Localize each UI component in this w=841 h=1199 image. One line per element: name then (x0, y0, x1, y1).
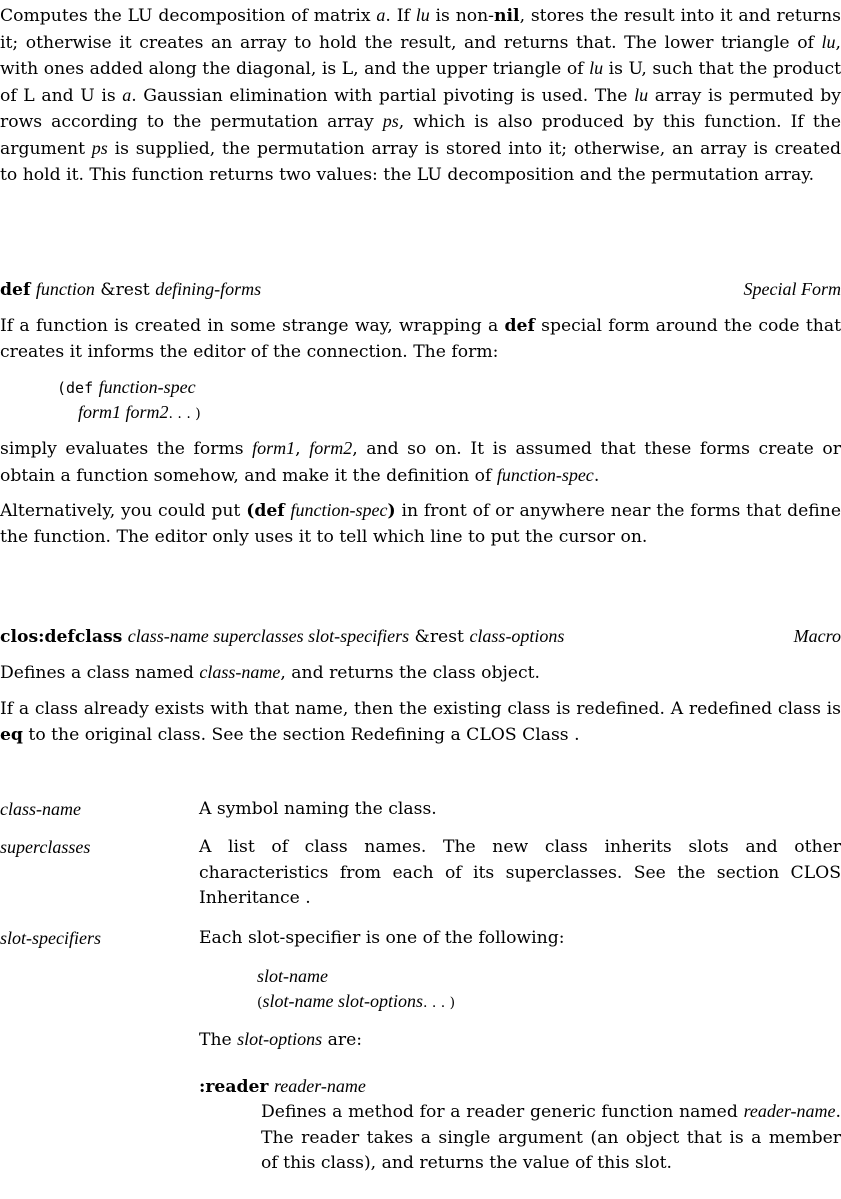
text-run: Computes the LU decomposition of matrix (0, 6, 377, 26)
text-run: is U, such that the product of L and U is (0, 59, 841, 106)
arg-name: defining-forms (155, 279, 262, 299)
code-token: . . . ) (422, 995, 456, 1011)
code-token: ( (257, 995, 263, 1011)
defclass-redefine-paragraph (0, 697, 841, 748)
arg-class-name: class-name (199, 662, 281, 682)
code-line-1 (57, 375, 196, 402)
text-run: . Gaussian elimination with partial pivoting is used. The (131, 85, 635, 106)
text-run: , and so on. It is assumed that these forms create or obtain a function somehow, and make it the definition of (0, 439, 841, 486)
text-run: Defines a class named (0, 663, 200, 683)
eq-keyword: eq (0, 724, 23, 745)
arg-name: function (35, 279, 95, 299)
text-run: If a function is created in some strange way, wrapping a (0, 316, 505, 336)
def-entry-header (0, 277, 841, 304)
text-run: Alternatively, you could put (0, 501, 247, 521)
slot-form-2 (257, 989, 455, 1017)
text-run: simply evaluates the forms (0, 439, 253, 459)
code-arg: function-spec (98, 377, 196, 397)
text-run: , stores the result into it and returns it; otherwise it creates an array to hold the result, and returns that. The lower triangle of (0, 6, 841, 53)
entry-kind: Macro (793, 626, 841, 646)
text-run: is non- (429, 6, 494, 26)
text-run: . If (385, 6, 416, 26)
nil-keyword: nil (494, 6, 520, 26)
text-run: are: (322, 1030, 363, 1050)
slot-form-1 (257, 964, 328, 991)
arg-desc-class-name: A symbol naming the class. (199, 799, 437, 819)
def-evaluates-paragraph (0, 436, 841, 489)
text-run: is supplied, the permutation array is stored into it; otherwise, an array is created to hold it. This function returns two values: the LU decomposition and the permutation array. (0, 138, 841, 185)
reader-option-description (261, 1099, 841, 1177)
arg-term-class-name: class-name (0, 799, 81, 819)
defclass-summary-paragraph (0, 660, 841, 687)
text-run: , (295, 439, 310, 459)
code-token: (def (57, 379, 94, 397)
code-arg: slot-name (257, 966, 328, 986)
text-run: . (593, 465, 600, 486)
def-keyword: def (504, 316, 535, 336)
arg-lu: lu (589, 58, 604, 79)
arg-a: a (376, 5, 386, 25)
text-run: , which is also produced by this function. If the argument (0, 112, 841, 159)
code-token: . . . ) (168, 406, 201, 422)
reader-keyword: :reader (199, 1077, 269, 1097)
rest-keyword: &rest (414, 627, 464, 647)
entry-kind: Special Form (743, 279, 841, 299)
text-run: to the original class. See the section Redefining a CLOS Class . (22, 724, 580, 745)
paren: ) (387, 501, 396, 521)
arg-ps: ps (382, 111, 399, 132)
arg-term-superclasses: superclasses (0, 837, 91, 857)
lu-decomposition-paragraph (0, 3, 841, 188)
text-run: If a class already exists with that name, then the existing class is redefined. A redefined class is (0, 699, 841, 719)
code-arg: form1 form2 (78, 402, 169, 422)
def-alternatively-paragraph (0, 498, 841, 550)
arg-form2: form2 (309, 438, 353, 458)
macro-name: clos:defclass (0, 627, 123, 647)
def-description-paragraph (0, 314, 841, 365)
text-run: , with ones added along the diagonal, is L, and the upper triangle of (0, 32, 841, 80)
defclass-signature (0, 624, 564, 651)
rest-keyword: &rest (100, 280, 150, 300)
def-keyword: (def (246, 501, 285, 521)
arg-lu: lu (821, 31, 836, 52)
text-run: . The reader takes a single argument (an object that is a member of this class), and returns the value of this slot. (261, 1102, 841, 1174)
function-name: def (0, 280, 31, 300)
arg-reader-name: reader-name (273, 1076, 366, 1096)
arg-desc-superclasses: A list of class names. The new class inherits slots and other characteristics from each of its superclasses. See the section CLOS Inheritance . (199, 837, 841, 909)
arg-lu: lu (415, 5, 430, 25)
arg-desc-slot-specifiers: Each slot-specifier is one of the following: (199, 928, 565, 948)
arg-reader-name: reader-name (743, 1101, 836, 1121)
code-line-2 (78, 400, 201, 428)
arg-function-spec: function-spec (290, 500, 388, 520)
code-arg: slot-name slot-options (262, 991, 423, 1011)
arg-lu: lu (634, 84, 649, 105)
text-run: , and returns the class object. (280, 663, 540, 683)
def-signature (0, 277, 261, 304)
arg-form1: form1 (252, 438, 296, 458)
reader-option-header (199, 1074, 841, 1101)
slot-options-intro (199, 1027, 841, 1054)
text-run: Defines a method for a reader generic function named (261, 1102, 744, 1122)
arg-names: class-name superclasses slot-specifiers (127, 626, 410, 646)
text-run: array is permuted by rows according to the permutation array (0, 85, 841, 133)
arg-slot-options: slot-options (237, 1029, 323, 1049)
text-run: special form around the code that creates it informs the editor of the connection. The form: (0, 316, 841, 362)
text-run: in front of or anywhere near the forms that define the function. The editor only uses it to tell which line to put the cursor on. (0, 501, 841, 547)
arg-ps: ps (91, 137, 108, 158)
text-run: The (199, 1030, 238, 1050)
defclass-entry-header (0, 624, 841, 651)
arg-term-slot-specifiers: slot-specifiers (0, 928, 101, 948)
arg-name: class-options (469, 626, 565, 646)
arg-a: a (122, 84, 132, 105)
arg-function-spec: function-spec (496, 464, 594, 485)
